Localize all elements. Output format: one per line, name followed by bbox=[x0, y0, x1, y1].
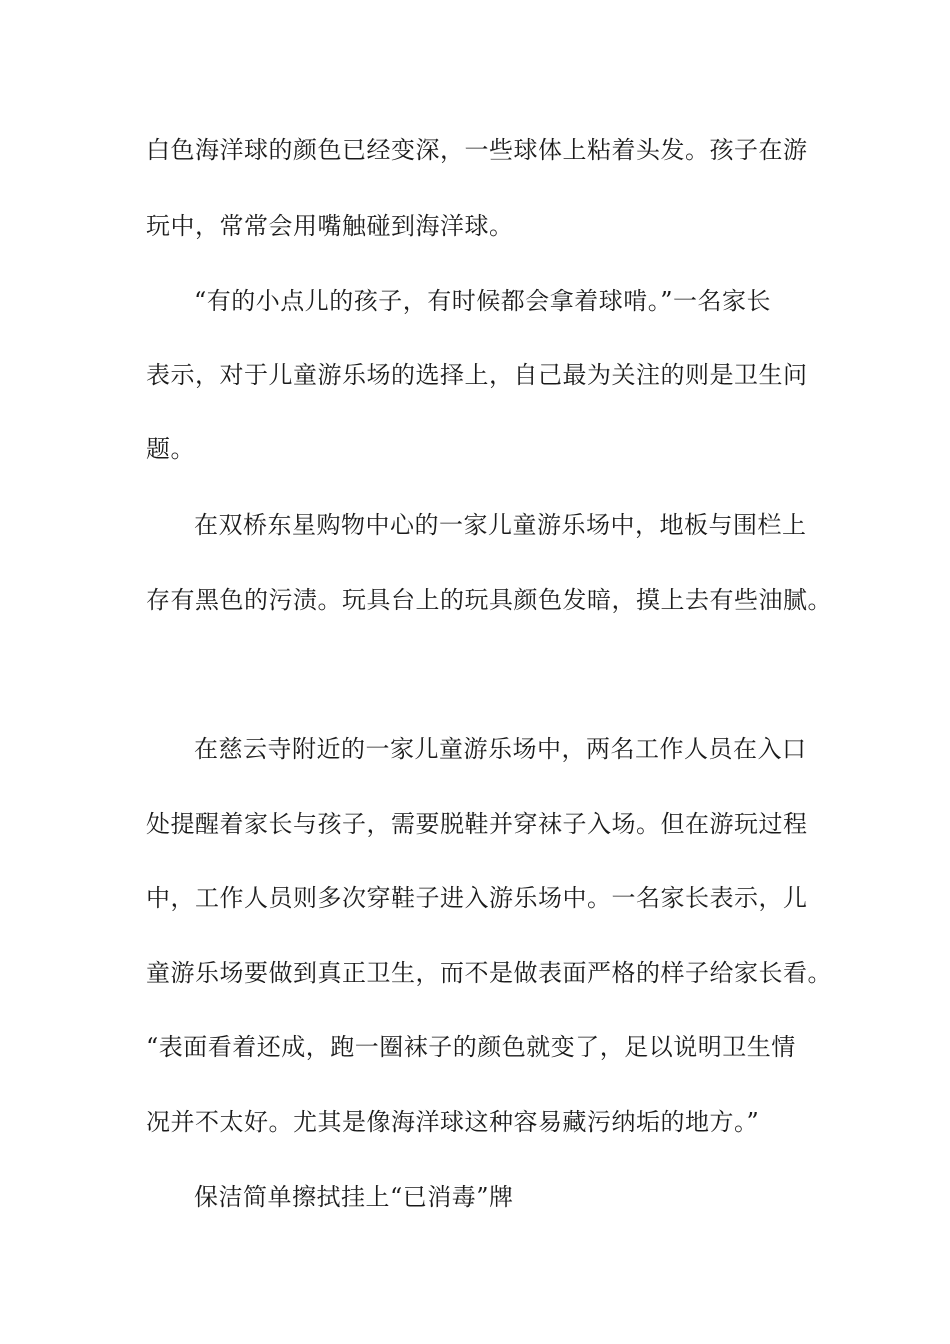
section-heading: 保洁简单擦拭挂上“已消毒”牌 bbox=[194, 1183, 514, 1211]
paragraph-line: 中，工作人员则多次穿鞋子进入游乐场中。一名家长表示，儿 bbox=[146, 884, 808, 912]
paragraph-line: 童游乐场要做到真正卫生，而不是做表面严格的样子给家长看。 bbox=[146, 959, 832, 987]
paragraph-line: 白色海洋球的颜色已经变深，一些球体上粘着头发。孩子在游 bbox=[146, 136, 808, 164]
paragraph-line: 题。 bbox=[146, 435, 195, 463]
paragraph-line: 表示，对于儿童游乐场的选择上，自己最为关注的则是卫生问 bbox=[146, 361, 808, 389]
paragraph-line: “有的小点儿的孩子，有时候都会拿着球啃。”一名家长 bbox=[194, 287, 772, 315]
paragraph-line: 在双桥东星购物中心的一家儿童游乐场中，地板与围栏上 bbox=[194, 511, 807, 539]
paragraph-line: 在慈云寺附近的一家儿童游乐场中，两名工作人员在入口 bbox=[194, 735, 807, 763]
paragraph-line: 玩中，常常会用嘴触碰到海洋球。 bbox=[146, 212, 514, 240]
paragraph-line: 存有黑色的污渍。玩具台上的玩具颜色发暗，摸上去有些油腻。 bbox=[146, 586, 832, 614]
paragraph-line: 处提醒着家长与孩子，需要脱鞋并穿袜子入场。但在游玩过程 bbox=[146, 810, 808, 838]
paragraph-line: “表面看着还成，跑一圈袜子的颜色就变了，足以说明卫生情 bbox=[146, 1033, 796, 1061]
paragraph-line: 况并不太好。尤其是像海洋球这种容易藏污纳垢的地方。” bbox=[146, 1108, 760, 1136]
